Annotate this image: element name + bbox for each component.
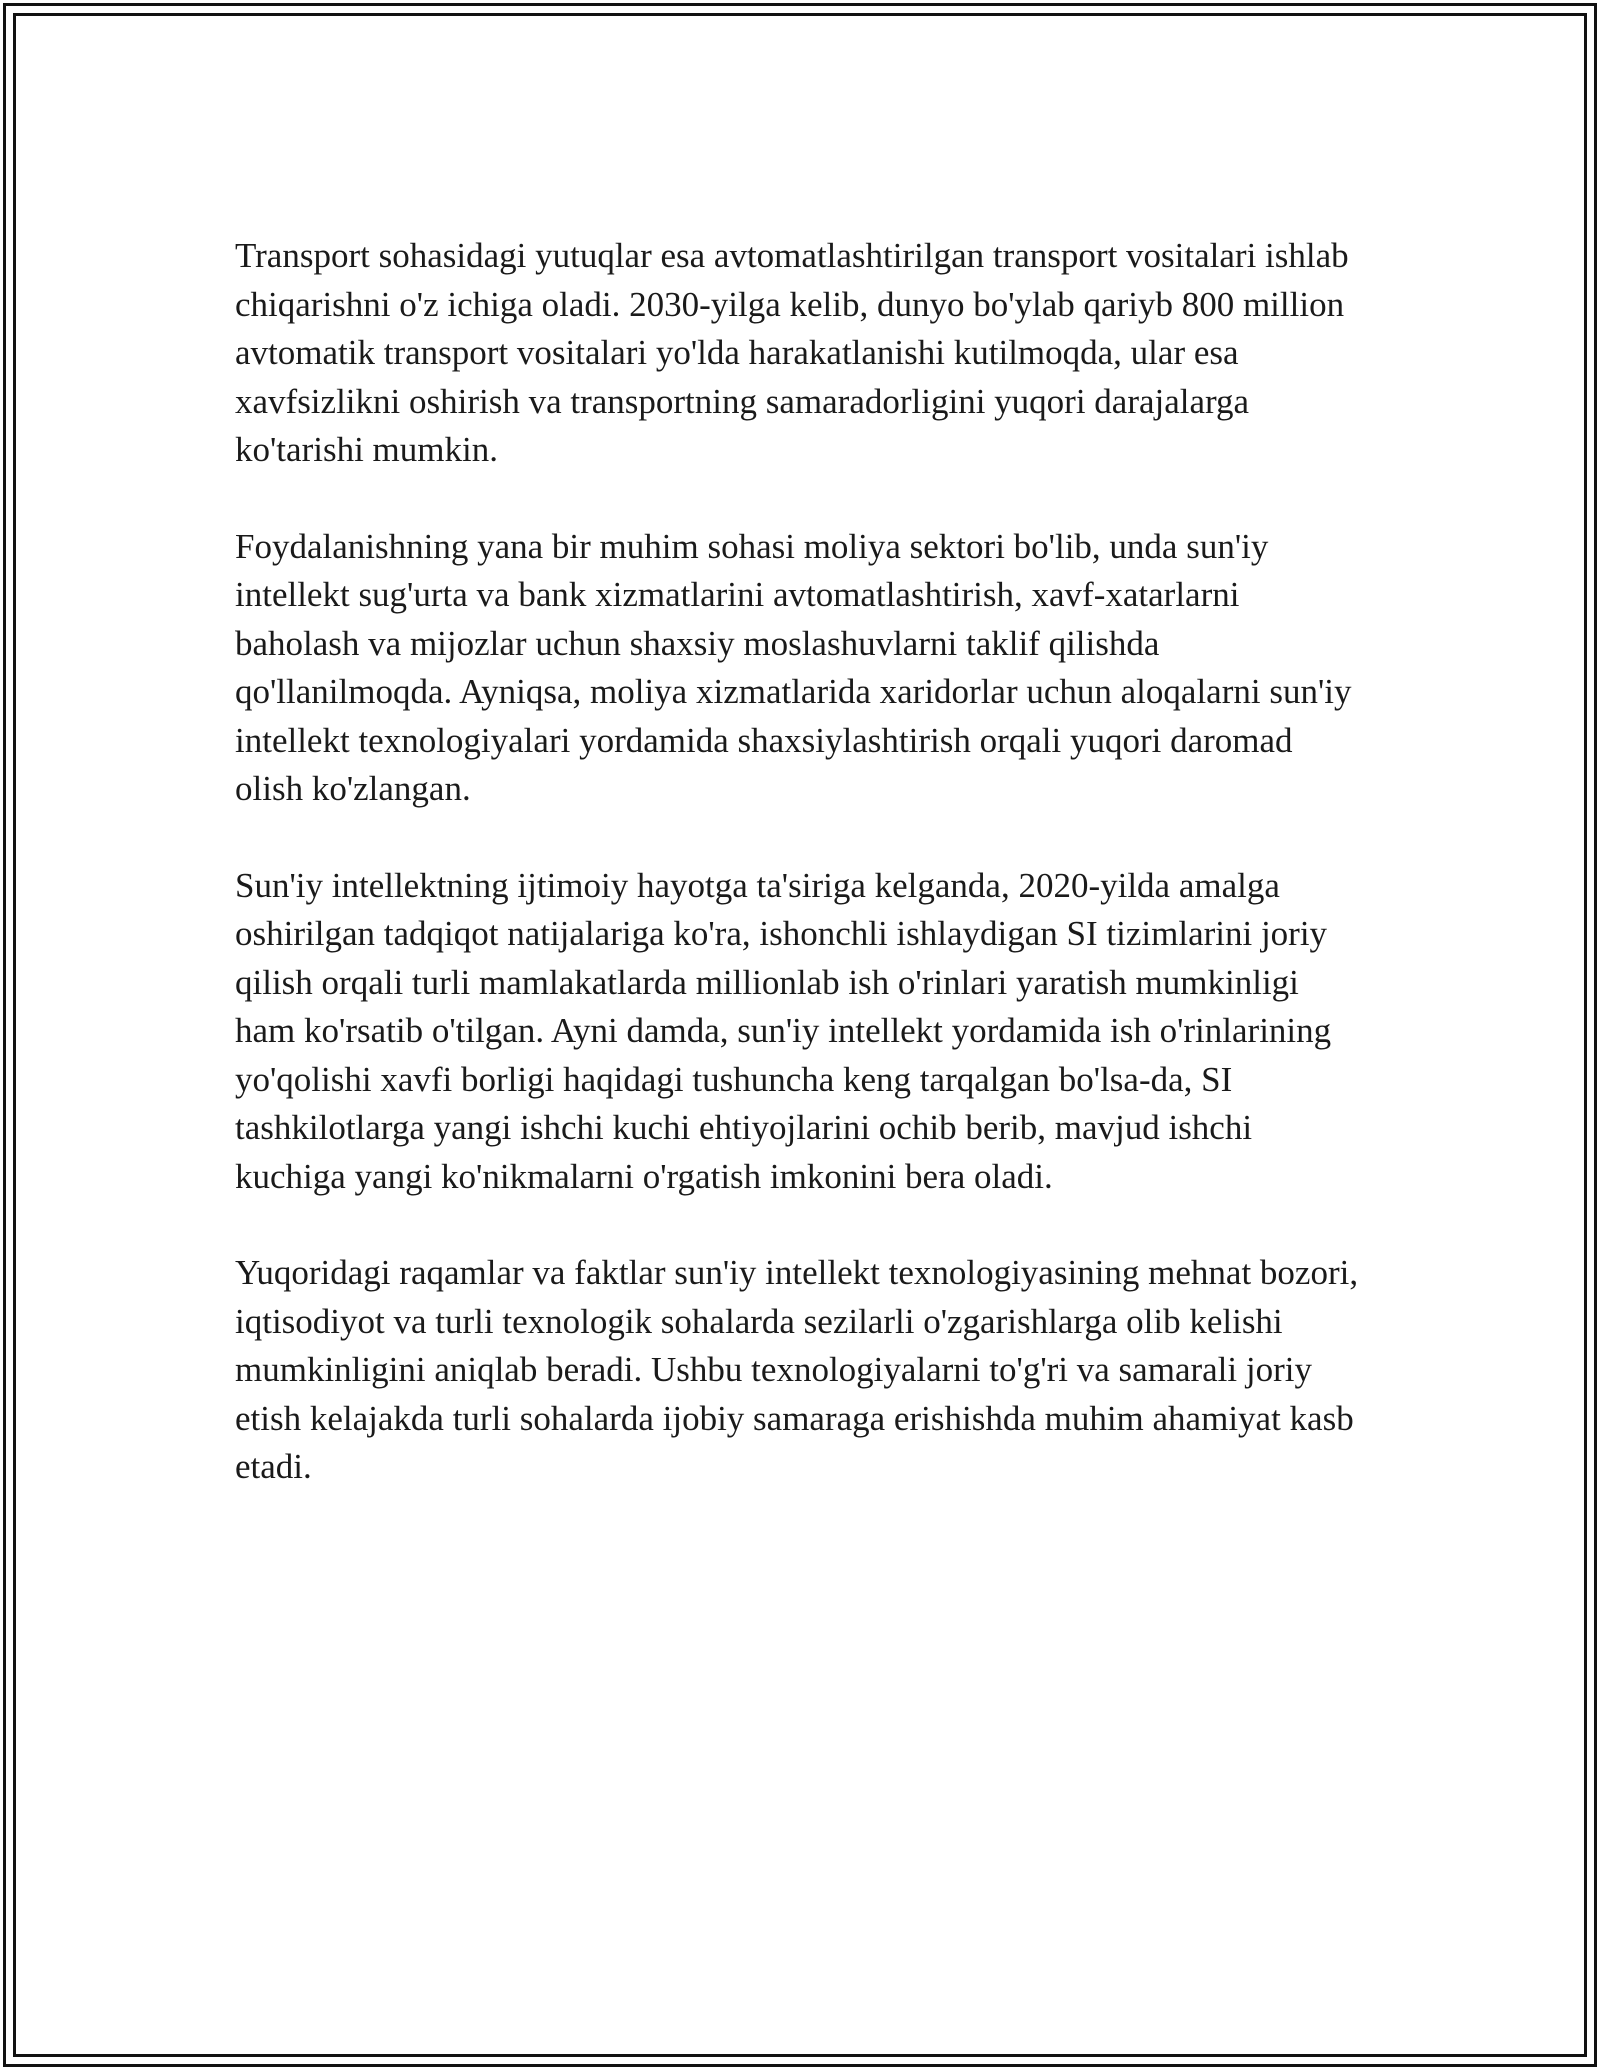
paragraph-transport: Transport sohasidagi yutuqlar esa avtomatlashtirilgan transport vositalari ishlab chiqarishni o'z ichiga oladi. 2030-yilga kelib, dunyo bo'ylab qariyb 800 million avtomatik transport vositalari yo'lda harakatlanishi kutilmoqda, ular esa xavfsizlikni oshirish va transportning samaradorligini yuqori darajalarga ko'tarishi mumkin. bbox=[235, 236, 1349, 469]
paragraph-finance: Foydalanishning yana bir muhim sohasi moliya sektori bo'lib, unda sun'iy intellekt sug'urta va bank xizmatlarini avtomatlashtirish, xavf-xatarlarni baholash va mijozlar uchun shaxsiy moslashuvlarni taklif qilishda qo'llanilmoqda. Ayniqsa, moliya xizmatlarida xaridorlar uchun aloqalarni sun'iy intellekt texnologiyalari yordamida shaxsiylashtirish orqali yuqori daromad olish ko'zlangan. bbox=[235, 526, 1352, 808]
document-body bbox=[235, 232, 1365, 1540]
paragraph-social-impact: Sun'iy intellektning ijtimoiy hayotga ta'siriga kelganda, 2020-yilda amalga oshirilgan tadqiqot natijalariga ko'ra, ishonchli ishlaydigan SI tizimlarini joriy qilish orqali turli mamlakatlarda millionlab ish o'rinlari yaratish mumkinligi ham ko'rsatib o'tilgan. Ayni damda, sun'iy intellekt yordamida ish o'rinlarining yo'qolishi xavfi borligi haqidagi tushuncha keng tarqalgan bo'lsa-da, SI tashkilotlarga yangi ishchi kuchi ehtiyojlarini ochib berib, mavjud ishchi kuchiga yangi ko'nikmalarni o'rgatish imkonini bera oladi. bbox=[235, 865, 1332, 1196]
paragraph-conclusion: Yuqoridagi raqamlar va faktlar sun'iy intellekt texnologiyasining mehnat bozori, iqtisodiyot va turli texnologik sohalarda sezilarli o'zgarishlarga olib kelishi mumkinligini aniqlab beradi. Ushbu texnologiyalarni to'g'ri va samarali joriy etish kelajakda turli sohalarda ijobiy samaraga erishishda muhim ahamiyat kasb etadi. bbox=[235, 1253, 1359, 1486]
